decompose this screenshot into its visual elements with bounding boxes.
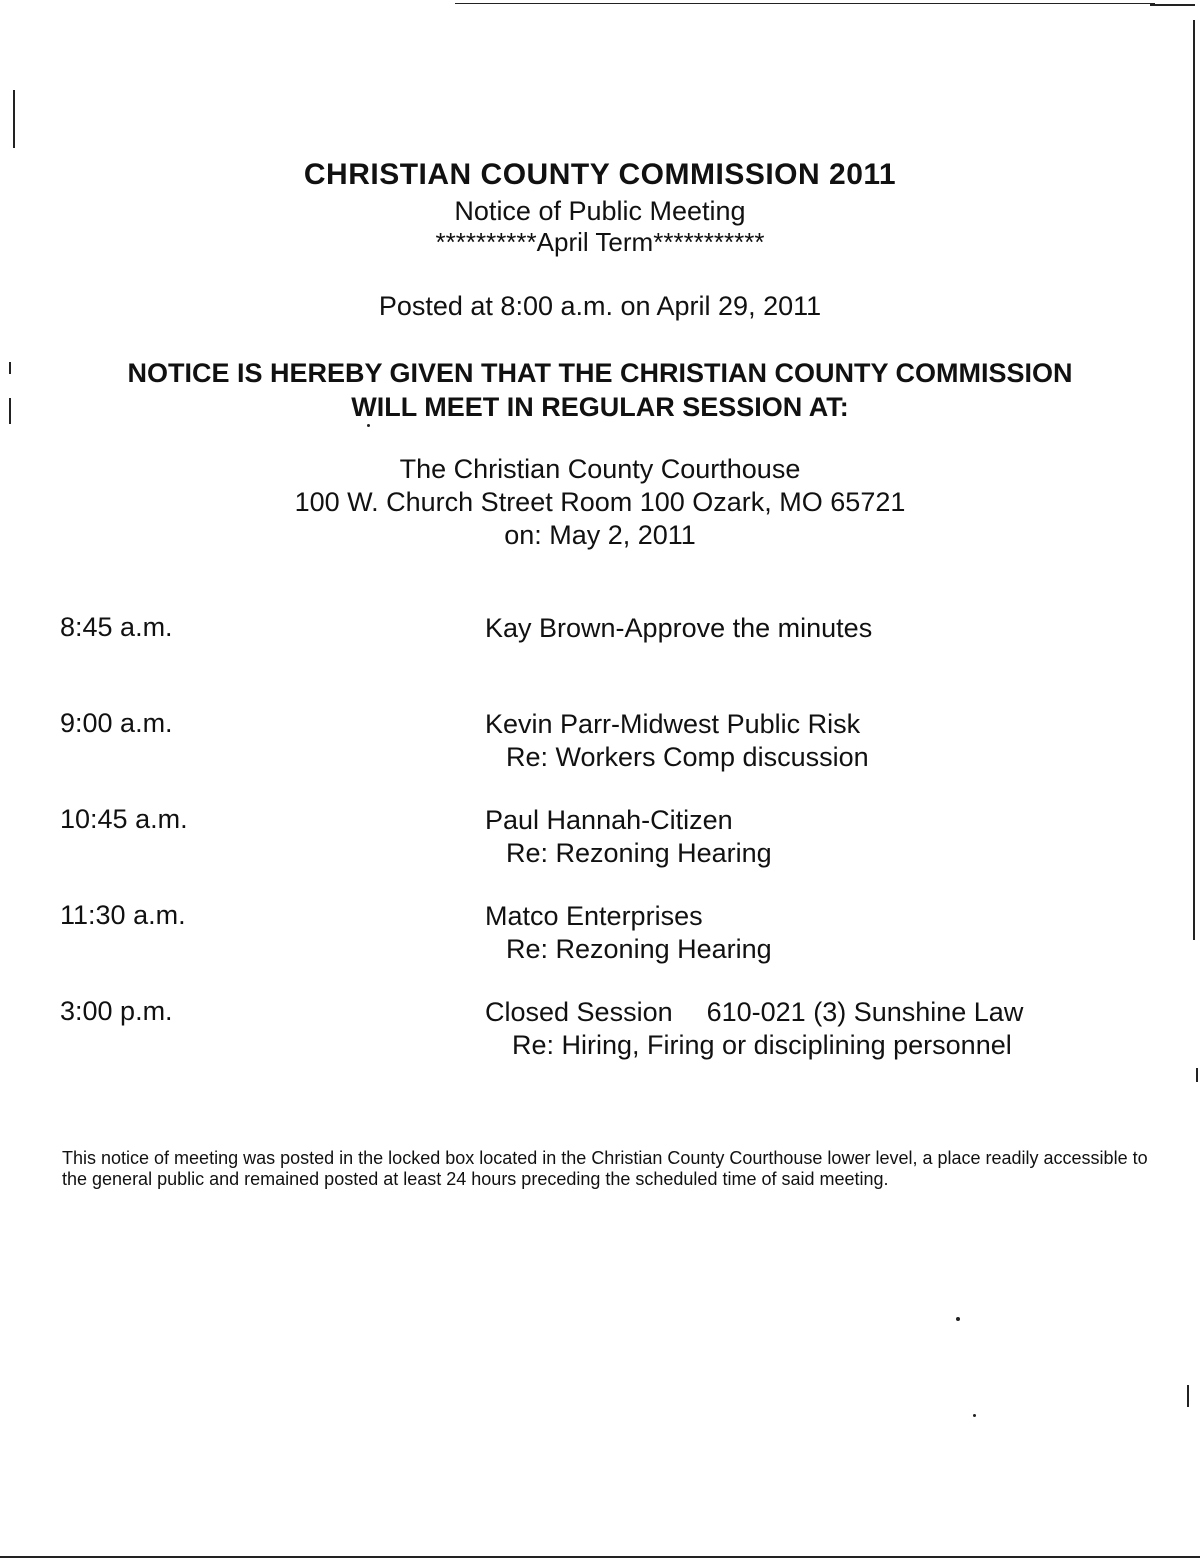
page-subtitle: Notice of Public Meeting bbox=[454, 196, 746, 226]
agenda-item bbox=[60, 612, 1140, 708]
scan-edge-top bbox=[455, 3, 1155, 4]
agenda-line: Paul Hannah-Citizen bbox=[485, 805, 733, 835]
agenda-description bbox=[485, 612, 872, 645]
scan-mark-right-1 bbox=[1196, 1068, 1198, 1082]
page-title: CHRISTIAN COUNTY COMMISSION 2011 bbox=[303, 158, 897, 191]
agenda-time: 8:45 a.m. bbox=[60, 612, 173, 642]
scan-edge-top-right bbox=[1150, 4, 1195, 6]
agenda-line: Matco Enterprises bbox=[485, 901, 703, 931]
scan-edge-bottom bbox=[0, 1556, 1200, 1558]
notice-heading bbox=[0, 356, 1200, 424]
posting-statement: This notice of meeting was posted in the locked box located in the Christian County Courthouse lower level, a place readily accessible to the general public and remained posted at least 24 hours preceding the scheduled time of said meeting. bbox=[62, 1148, 1148, 1189]
venue-block bbox=[0, 453, 1200, 552]
agenda-line: Kay Brown-Approve the minutes bbox=[485, 613, 873, 643]
scan-edge-left bbox=[13, 90, 15, 148]
notice-line-1: NOTICE IS HEREBY GIVEN THAT THE CHRISTIAN COUNTY COMMISSION bbox=[127, 358, 1073, 388]
scan-speck-3 bbox=[367, 424, 370, 427]
agenda-time: 3:00 p.m. bbox=[60, 996, 173, 1026]
agenda-description bbox=[485, 804, 772, 870]
meeting-date: on: May 2, 2011 bbox=[504, 520, 696, 550]
agenda-list bbox=[60, 612, 1140, 1092]
venue-name: The Christian County Courthouse bbox=[399, 454, 801, 484]
scan-speck-2 bbox=[973, 1414, 976, 1417]
agenda-subline: Re: Rezoning Hearing bbox=[506, 838, 772, 868]
agenda-subline: Re: Workers Comp discussion bbox=[506, 742, 869, 772]
venue-address: 100 W. Church Street Room 100 Ozark, MO 65721 bbox=[294, 487, 906, 517]
agenda-item bbox=[60, 996, 1140, 1092]
agenda-subline: Re: Hiring, Firing or disciplining personnel bbox=[512, 1030, 1012, 1060]
agenda-subline: Re: Rezoning Hearing bbox=[506, 934, 772, 964]
agenda-description bbox=[485, 996, 1023, 1062]
notice-line-2: WILL MEET IN REGULAR SESSION AT: bbox=[351, 392, 849, 422]
agenda-item bbox=[60, 900, 1140, 996]
agenda-item bbox=[60, 804, 1140, 900]
agenda-description bbox=[485, 900, 772, 966]
scan-mark-right-2 bbox=[1187, 1385, 1189, 1407]
agenda-time: 10:45 a.m. bbox=[60, 804, 188, 834]
agenda-time: 11:30 a.m. bbox=[60, 900, 186, 930]
agenda-description bbox=[485, 708, 869, 774]
scan-speck-1 bbox=[956, 1317, 960, 1321]
term-label: **********April Term*********** bbox=[435, 227, 765, 257]
agenda-line: Closed Session bbox=[485, 997, 673, 1027]
agenda-line: Kevin Parr-Midwest Public Risk bbox=[485, 709, 861, 739]
agenda-statute: 610-021 (3) Sunshine Law bbox=[706, 997, 1024, 1027]
posted-line: Posted at 8:00 a.m. on April 29, 2011 bbox=[378, 291, 822, 321]
agenda-time: 9:00 a.m. bbox=[60, 708, 173, 738]
agenda-item bbox=[60, 708, 1140, 804]
